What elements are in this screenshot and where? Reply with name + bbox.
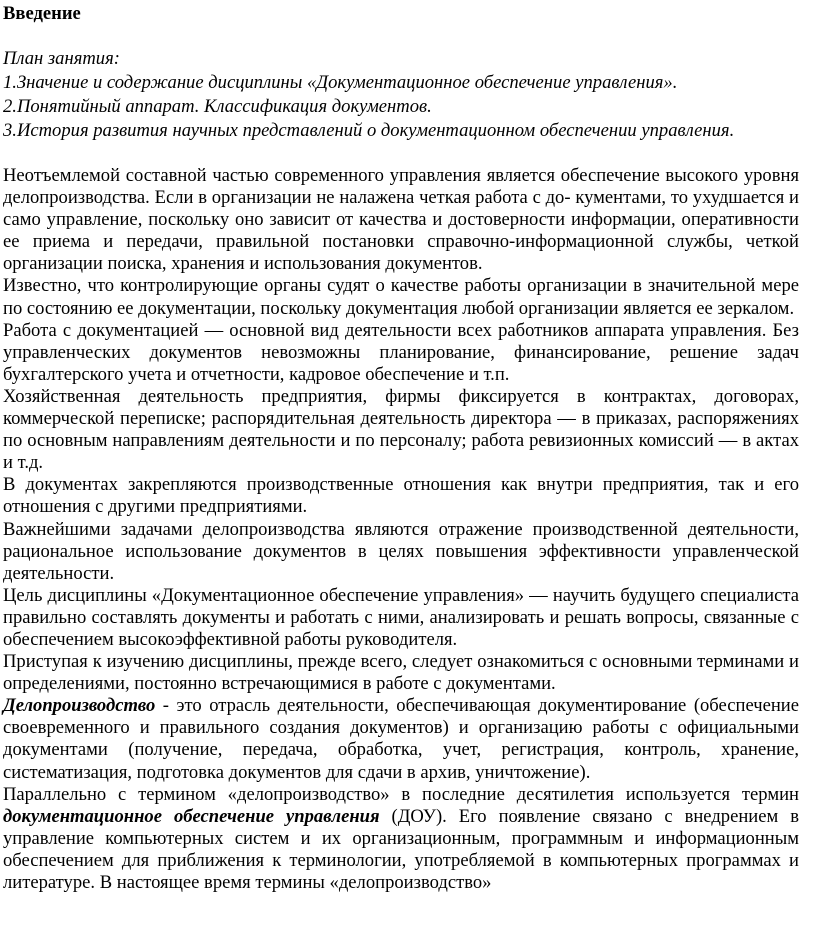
paragraph: Приступая к изучению дисциплины, прежде всего, следует ознакомиться с основными терминами и определениями, постоянно встречающимися в работе с документами. xyxy=(3,651,799,695)
definition-text: - это отрасль деятельности, обеспечивающая документирование (обеспечение своевременного и правильного создания документов) и организацию работы с официальными документами (получение, передача, обработка, учет, регистрация, контроль, хранение, систематизация, подготовка документов для сдачи в архив, уничтожение). xyxy=(3,695,799,783)
plan-item-3: 3.История развития научных представлений о документационном обеспечении управления. xyxy=(3,120,735,141)
paragraph: В документах закрепляются производственные отношения как внутри предприятия, так и его отношения с другими предприятиями. xyxy=(3,474,799,518)
term-delo: Делопроизводство xyxy=(3,695,156,717)
paragraph-dou xyxy=(3,784,799,894)
paragraph-definition xyxy=(3,695,799,783)
plan-item-2: 2.Понятийный аппарат. Классификация документов. xyxy=(3,96,432,117)
paragraph: Цель дисциплины «Документационное обеспечение управления» — научить будущего специалиста правильно составлять документы и работать с ними, анализировать и решать вопросы, связанные с обеспечением высокоэффективной работы руководителя. xyxy=(3,584,799,650)
paragraph: Хозяйственная деятельность предприятия, фирмы фиксируется в контрактах, договорах, коммерческой переписке; распорядительная деятельность директора — в приказах, распоряжениях по основным направлениям деятельности и по персоналу; работа ревизионных комиссий — в актах и т.д. xyxy=(3,385,799,474)
dou-intro: Параллельно с термином «делопроизводство» в последние десятилетия используется термин xyxy=(3,783,799,805)
paragraph: Известно, что контролирующие органы судят о качестве работы организации в значительной мере по состоянию ее документации, поскольку документация любой организации является ее зеркалом. xyxy=(3,275,799,319)
paragraph: Неотъемлемой составной частью современного управления является обеспечение высокого уровня делопроизводства. Если в организации не налажена четкая работа с до- кументами, то ухудшается и само управление, поскольку оно зависит от качества и достоверности информации, оперативности ее приема и передачи, правильной постановки справочно-информационной службы, четкой организации поиска, хранения и использования документов. xyxy=(3,165,799,275)
lesson-plan xyxy=(3,47,799,143)
dou-text: (ДОУ). Его появление связано с внедрением в управление компьютерных систем и их организационным, программным и информационным обеспечением для приближения к терминологии, употребляемой в компьютерных программах и литературе. В настоящее время термины «делопроизводство» xyxy=(3,805,799,893)
paragraph: Работа с документацией — основной вид деятельности всех работников аппарата управления. Без управленческих документов невозможны планирование, финансирование, решение задач бухгалтерского учета и отчетности, кадровое обеспечение и т.п. xyxy=(3,319,799,385)
document-body xyxy=(3,165,799,894)
term-dou: документационное обеспечение управления xyxy=(3,805,380,827)
plan-heading: План занятия: xyxy=(3,48,120,69)
paragraph: Важнейшими задачами делопроизводства являются отражение производственной деятельности, рациональное использование документов в целях повышения эффективности управленческой деятельности. xyxy=(3,518,799,584)
page-title: Введение xyxy=(3,3,81,24)
plan-item-1: 1.Значение и содержание дисциплины «Документационное обеспечение управления». xyxy=(3,72,678,93)
